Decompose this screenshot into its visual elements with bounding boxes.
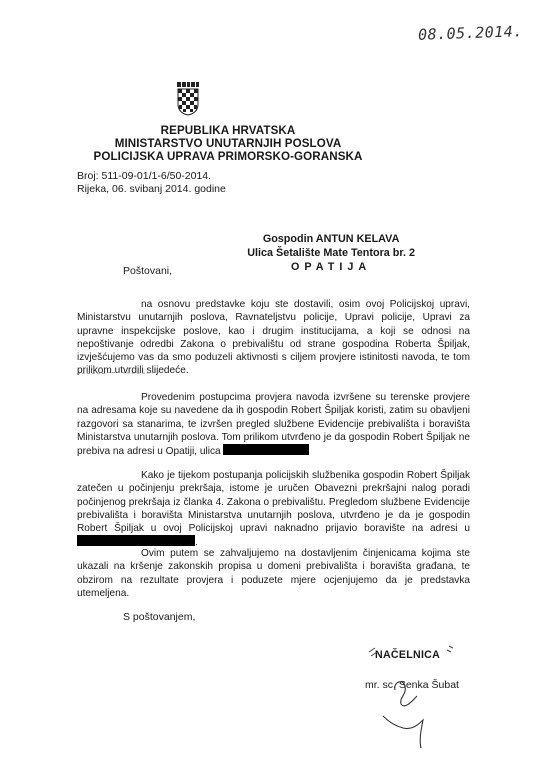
- coat-of-arms-icon: [176, 82, 200, 116]
- paragraph-3-text: Kako je tijekom postupanja policijskih službenika gospodin Robert Špiljak zatečen u počinjenju prekršaja, istome je uručen Obavezni prekršajni nalog poradi počinjenog prekršaja iz članka 4. Zakona o prebivalištu. Pregledom službene Evidencije prebivališta i boravišta Ministarstva unutarnjih poslova, utvrđeno je da je gospodin Robert Špiljak u ovoj Policijskoj upravi naknadno prijavio boravište na adresi u: [77, 470, 470, 535]
- recipient-name: Gospodin ANTUN KELAVA: [262, 233, 400, 245]
- redacted-address-residence: [77, 535, 195, 546]
- handwritten-underline-mark: [77, 370, 159, 376]
- redacted-address-street: [223, 444, 309, 455]
- paragraph-2-text: Provedenim postupcima provjera navoda izvršene su terenske provjere na adresama koje su navedene da ih gospodin Robert Špiljak koristi, zatim su obavljeni razgovori sa stanarima, te izvršen pregled službene Evidencije prebivališta i boravišta Ministarstva unutarnjih poslova. Tom prilikom utvrđeno je da gospodin Robert Špiljak ne prebiva na adresi u Opatiji, ulica: [77, 392, 470, 458]
- letterhead: [78, 124, 378, 163]
- recipient-street: Ulica Šetalište Mate Tentora br. 2: [247, 247, 415, 259]
- greeting: Poštovani,: [123, 265, 173, 277]
- handwritten-date: 08.05.2014.: [417, 22, 524, 44]
- paragraph-2: [77, 391, 470, 458]
- paragraph-1: [77, 298, 470, 378]
- recipient-block: [247, 232, 415, 274]
- paragraph-1-text: na osnovu predstavke koju ste dostavili, osim ovoj Policijskoj upravi, Ministarstvu unutarnjih poslova, Ravnateljstvu policije, Upravi policije, Upravi za upravne inspekcijske poslove, kao i drugim institucijama, a koji se odnosi na nepoštivanje odredbi Zakona o prebivalištu od strane gospodina Roberta Špiljak, izvješćujemo vas da smo poduzeli aktivnosti s ciljem provjere istinitosti navoda, te tom prilikom utvrdili slijedeće.: [77, 299, 470, 377]
- place-and-date: Rijeka, 06. svibanj 2014. godine: [77, 183, 226, 195]
- paragraph-4: [77, 547, 470, 600]
- reference-number: Broj: 511-09-01/1-6/50-2014.: [77, 170, 212, 182]
- reference-block: [77, 170, 226, 196]
- closing-salutation: S poštovanjem,: [123, 611, 196, 623]
- letterhead-ministry: MINISTARSTVO UNUTARNJIH POSLOVA: [114, 137, 342, 150]
- signatory-title: NAČELNICA: [375, 649, 441, 661]
- letterhead-country: REPUBLIKA HRVATSKA: [160, 124, 296, 137]
- signatory-name: mr. sc. Senka Šubat: [365, 679, 459, 691]
- recipient-city: OPATIJA: [290, 261, 372, 273]
- handwritten-signature: [365, 640, 455, 750]
- paragraph-3: Kako je tijekom postupanja policijskih službenika gospodin Robert Špiljak zatečen u počinjenju prekršaja, istome je uručen Obavezni prekršajni nalog poradi počinjenog prekršaja iz članka 4. Zakona o prebivalištu. Pregledom službene Evidencije prebivališta i boravišta Ministarstva unutarnjih poslova, utvrđeno je da je gospodin Robert Špiljak u ovoj Policijskoj upravi naknadno prijavio boravište na adresi u .: [77, 470, 470, 549]
- letterhead-department: POLICIJSKA UPRAVA PRIMORSKO-GORANSKA: [93, 150, 363, 163]
- paragraph-4-text: Ovim putem se zahvaljujemo na dostavljenim činjenicama kojima ste ukazali na kršenje zakonskih propisa u domeni prebivališta i boravišta građana, te obzirom na rezultate provjera i poduzete mjere ocjenjujemo da je predstavka utemeljena.: [77, 548, 470, 599]
